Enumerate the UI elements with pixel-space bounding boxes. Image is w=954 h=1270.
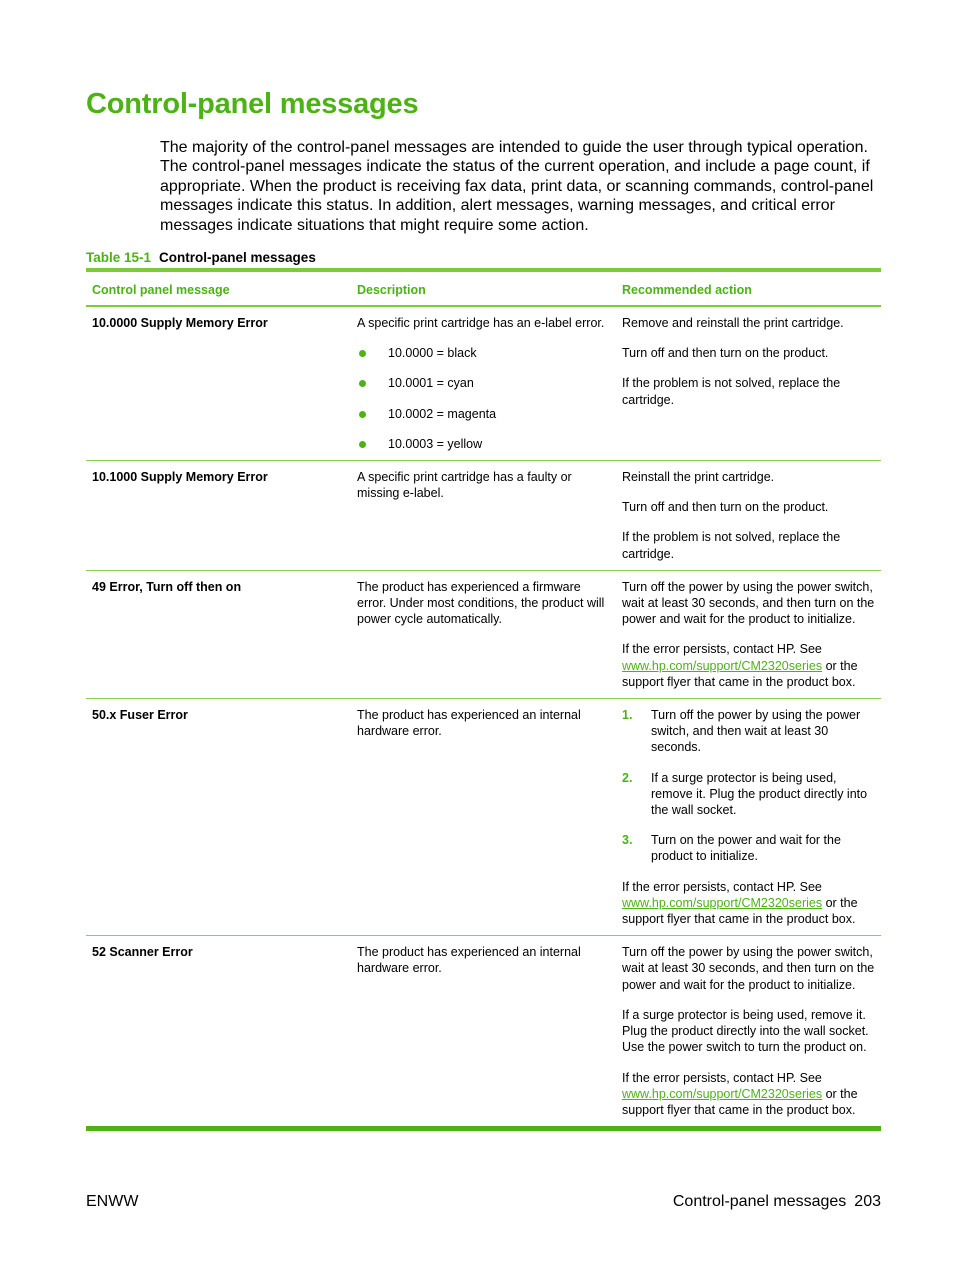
footer-left: ENWW bbox=[86, 1193, 139, 1210]
action-text: Turn off the power by using the power switch, wait at least 30 seconds, and then turn on the power and wait for the product to initialize. bbox=[622, 579, 875, 627]
description-text: A specific print cartridge has a faulty or missing e-label. bbox=[357, 470, 572, 501]
contact-post: or the support flyer that came in the product box. bbox=[622, 658, 858, 689]
header-description: Description bbox=[357, 283, 426, 297]
step-number: 3. bbox=[622, 833, 633, 848]
step-text: If a surge protector is being used, remove it. Plug the product directly into the wall socket. bbox=[651, 770, 868, 818]
intro-paragraph: The majority of the control-panel messages are intended to guide the user through typical operation. The control-panel messages indicate the status of the current operation, and include a page count, if appropriate. When the product is receiving fax data, print data, or scanning commands, control-panel messages indicate this status. In addition, alert messages, warning messages, and critical error messages indicate situations that might require some action. bbox=[160, 139, 874, 234]
bullet-icon bbox=[359, 380, 366, 387]
list-item bbox=[357, 406, 610, 422]
row-action bbox=[616, 699, 881, 935]
description-text: A specific print cartridge has an e-label error. bbox=[357, 316, 605, 330]
action-text: Turn off and then turn on the product. bbox=[622, 500, 829, 515]
footer-section: Control-panel messages bbox=[672, 1193, 847, 1210]
contact-post: or the support flyer that came in the product box. bbox=[622, 895, 858, 927]
list-item bbox=[622, 832, 875, 864]
table-row bbox=[86, 461, 881, 571]
description-text: The product has experienced an internal hardware error. bbox=[357, 945, 581, 976]
row-message: 49 Error, Turn off then on bbox=[92, 579, 242, 594]
row-message: 10.0000 Supply Memory Error bbox=[92, 316, 268, 330]
row-action bbox=[616, 936, 881, 1126]
row-action bbox=[616, 571, 881, 698]
bullet-icon bbox=[359, 350, 366, 357]
step-text: Turn off the power by using the power switch, and then wait at least 30 seconds. bbox=[651, 708, 861, 755]
bullet-text: 10.0000 = black bbox=[388, 346, 477, 361]
description-text: The product has experienced an internal hardware error. bbox=[357, 708, 581, 739]
contact-pre: If the error persists, contact HP. See bbox=[622, 642, 822, 657]
support-link[interactable]: www.hp.com/support/CM2320series bbox=[622, 895, 823, 910]
bullet-text: 10.0003 = yellow bbox=[388, 436, 483, 451]
support-link[interactable]: www.hp.com/support/CM2320series bbox=[622, 658, 823, 673]
table-row bbox=[86, 307, 881, 461]
row-message: 50.x Fuser Error bbox=[92, 708, 188, 723]
support-link[interactable]: www.hp.com/support/CM2320series bbox=[622, 1086, 823, 1101]
action-text: If the problem is not solved, replace the cartridge. bbox=[622, 376, 841, 407]
contact-text bbox=[622, 879, 875, 928]
description-text: The product has experienced a firmware error. Under most conditions, the product will power cycle automatically. bbox=[357, 579, 605, 627]
header-message: Control panel message bbox=[92, 283, 230, 297]
page-title: Control-panel messages bbox=[86, 88, 419, 120]
row-description bbox=[351, 571, 616, 698]
bullet-text: 10.0001 = cyan bbox=[388, 376, 474, 391]
contact-text bbox=[622, 641, 875, 690]
list-item bbox=[357, 375, 610, 391]
action-text: Remove and reinstall the print cartridge. bbox=[622, 316, 844, 330]
bullet-icon bbox=[359, 411, 366, 418]
contact-pre: If the error persists, contact HP. See bbox=[622, 879, 822, 894]
contact-text bbox=[622, 1070, 875, 1119]
row-message: 10.1000 Supply Memory Error bbox=[92, 470, 268, 485]
list-item bbox=[622, 770, 875, 819]
table-header-row bbox=[86, 272, 881, 307]
row-action bbox=[616, 461, 881, 570]
messages-table bbox=[86, 268, 881, 1131]
row-description bbox=[351, 307, 616, 460]
action-text: Turn off and then turn on the product. bbox=[622, 346, 829, 361]
table-caption-number: Table 15-1 bbox=[86, 250, 152, 265]
table-row bbox=[86, 699, 881, 936]
row-description bbox=[351, 461, 616, 570]
action-text: Turn off the power by using the power switch, wait at least 30 seconds, and then turn on the power and wait for the product to initialize. bbox=[622, 945, 875, 992]
list-item bbox=[357, 345, 610, 361]
action-text: If the problem is not solved, replace the cartridge. bbox=[622, 530, 841, 561]
contact-pre: If the error persists, contact HP. See bbox=[622, 1070, 822, 1085]
bullet-icon bbox=[359, 441, 366, 448]
step-number: 2. bbox=[622, 770, 633, 785]
header-action: Recommended action bbox=[622, 283, 752, 297]
table-caption bbox=[86, 250, 316, 265]
table-caption-title: Control-panel messages bbox=[159, 250, 316, 265]
action-text: If a surge protector is being used, remove it. Plug the product directly into the wall socket. Use the power switch to turn the product on. bbox=[622, 1007, 869, 1055]
contact-post: or the support flyer that came in the product box. bbox=[622, 1086, 858, 1117]
row-description bbox=[351, 936, 616, 1126]
action-text: Reinstall the print cartridge. bbox=[622, 470, 775, 485]
table-row bbox=[86, 571, 881, 699]
list-item bbox=[622, 707, 875, 756]
row-message: 52 Scanner Error bbox=[92, 945, 193, 960]
page-number: 203 bbox=[854, 1193, 881, 1210]
step-text: Turn on the power and wait for the product to initialize. bbox=[651, 833, 841, 864]
table-row bbox=[86, 936, 881, 1126]
step-number: 1. bbox=[622, 708, 633, 723]
row-action bbox=[616, 307, 881, 460]
list-item bbox=[357, 436, 610, 452]
bullet-text: 10.0002 = magenta bbox=[388, 406, 497, 421]
footer-right bbox=[673, 1193, 881, 1211]
row-description bbox=[351, 699, 616, 935]
